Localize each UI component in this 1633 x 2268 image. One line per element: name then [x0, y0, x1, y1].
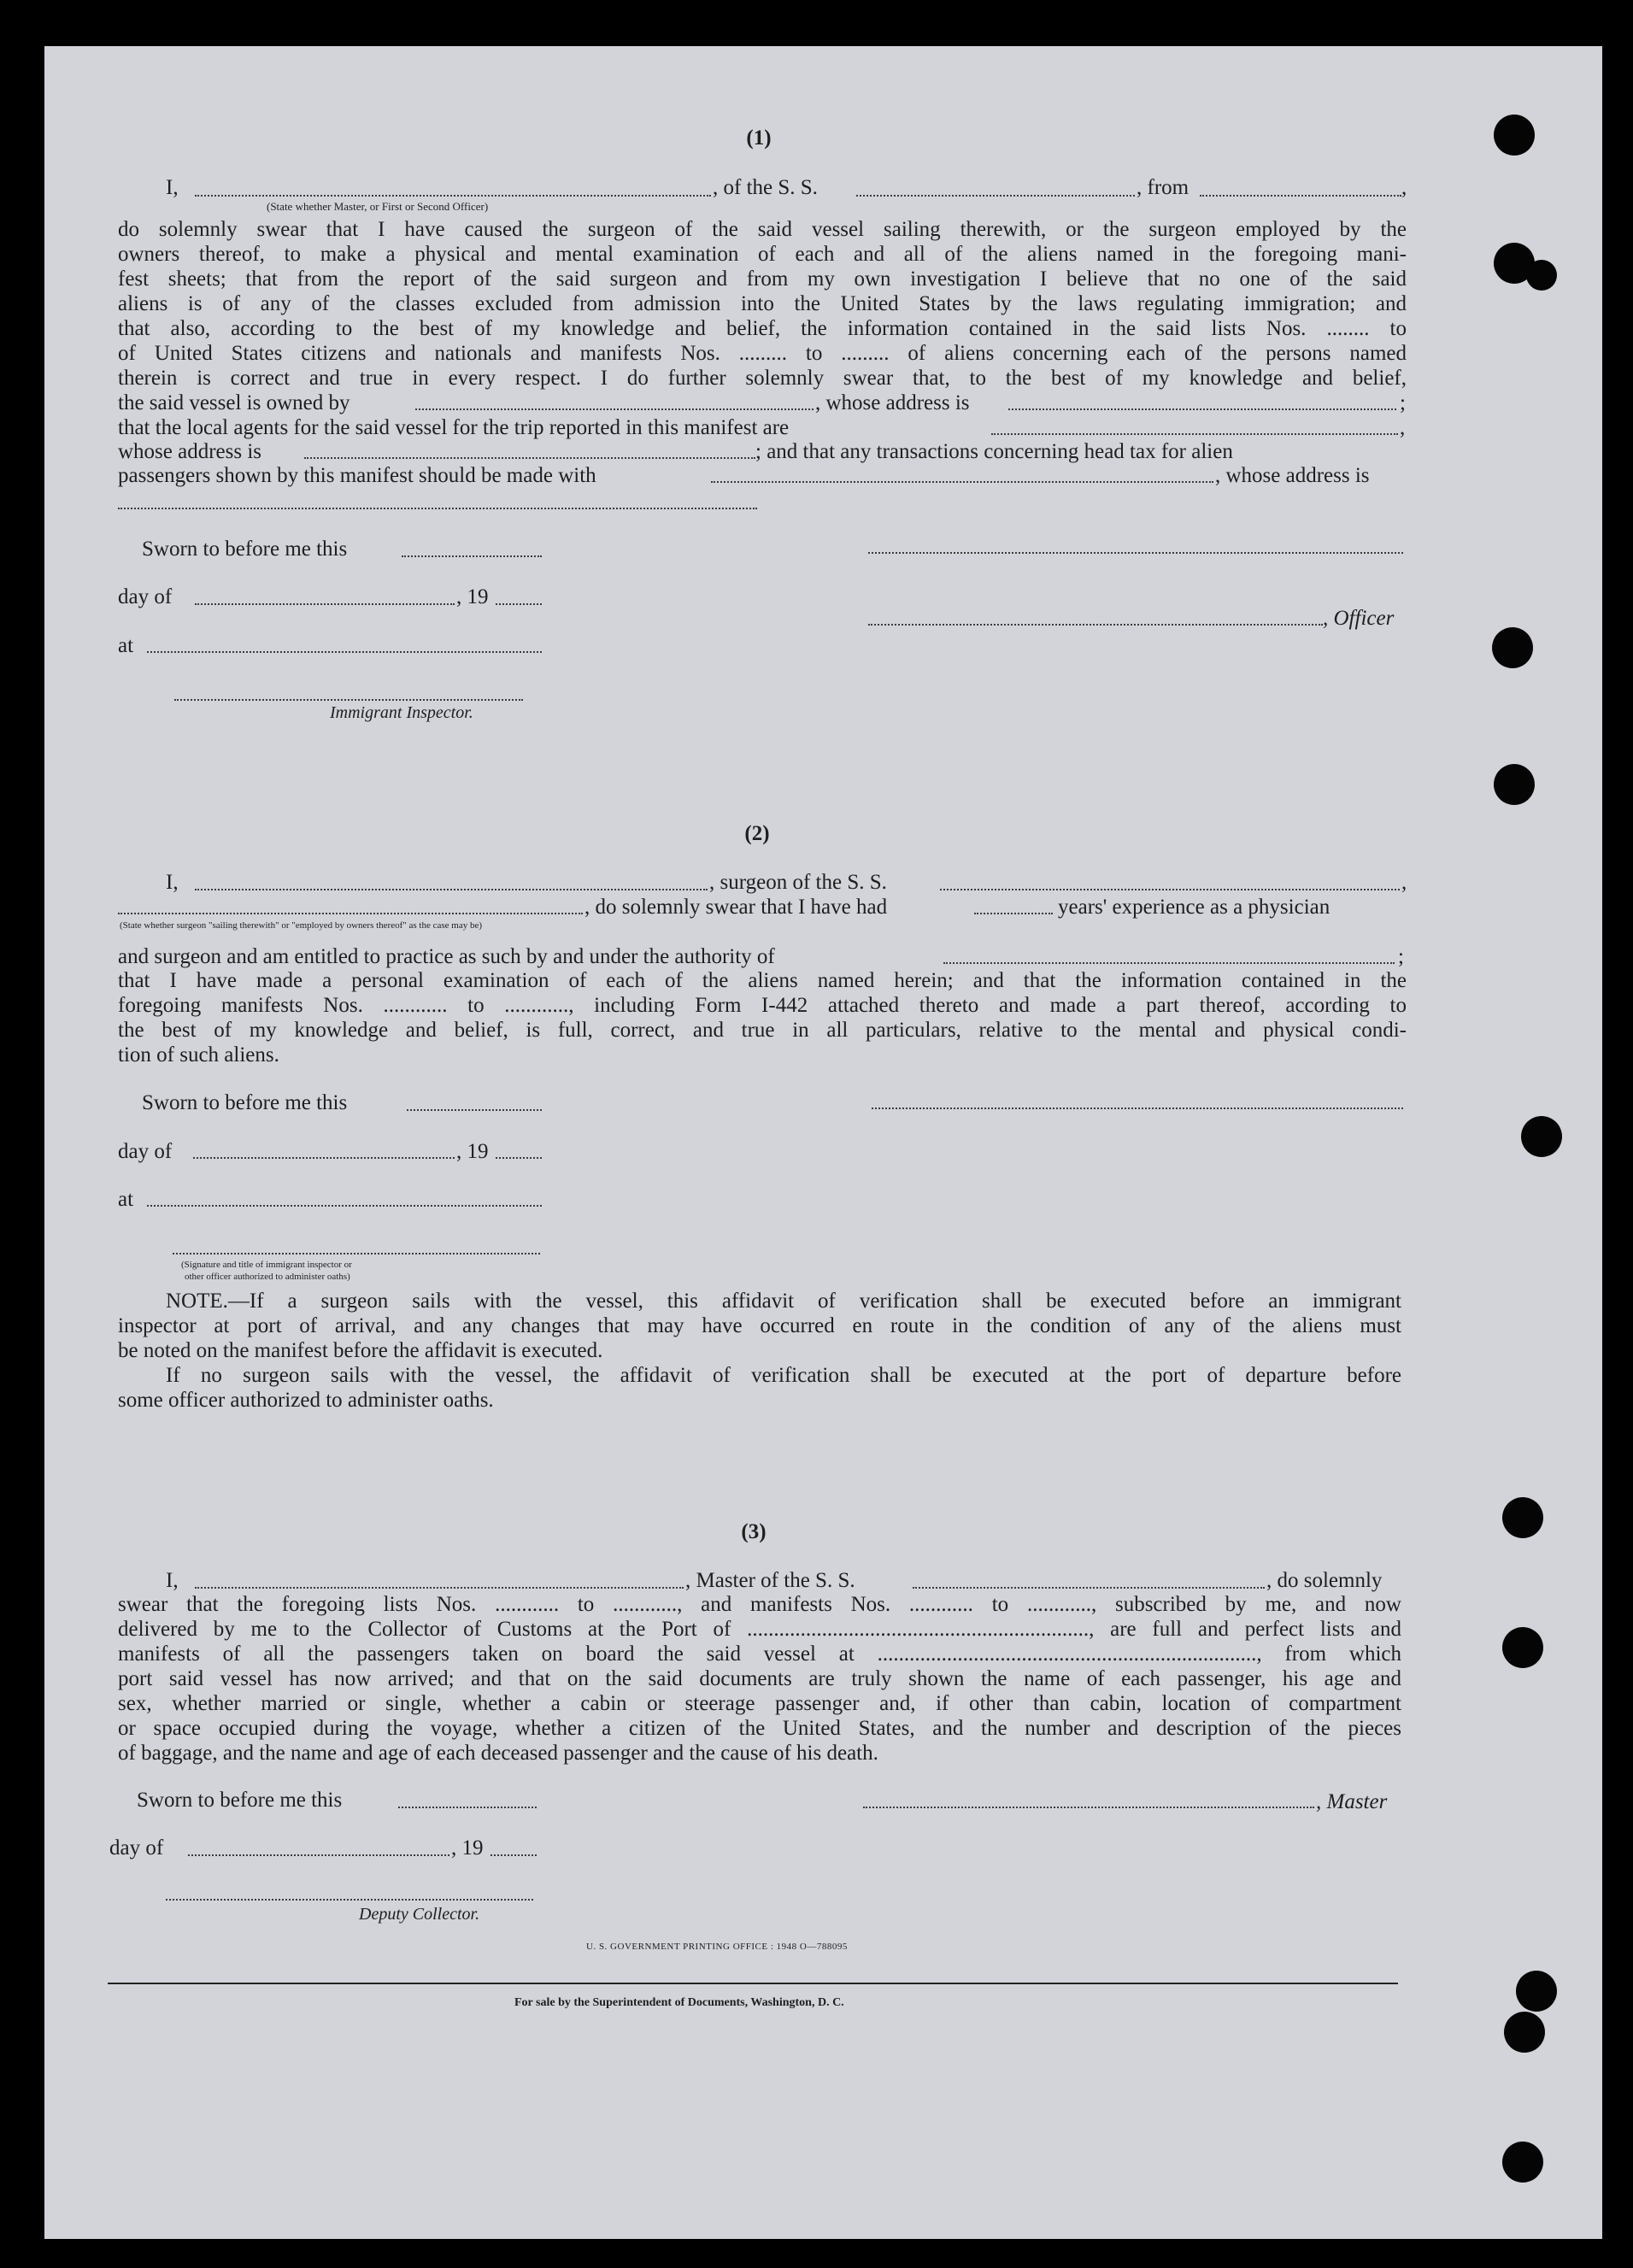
s1-whose-address: , whose address is [815, 391, 970, 414]
s3-do-solemnly: , do solemnly [1266, 1569, 1383, 1592]
s1-owner-address-line[interactable] [1008, 408, 1396, 410]
gpo-imprint: U. S. GOVERNMENT PRINTING OFFICE : 1948 O—788095 [586, 1942, 848, 1952]
s2-surgeon-type-line[interactable] [118, 913, 583, 914]
s1-line: aliens is of any of the classes excluded from admission into the United States by the laws regulating immigration; and [118, 292, 1407, 315]
s1-officer: , Officer [1323, 607, 1395, 630]
s2-at-line[interactable] [147, 1205, 542, 1207]
punch-hole [1502, 1627, 1543, 1668]
s1-sworn: Sworn to before me this [142, 538, 348, 561]
punch-hole [1504, 2012, 1545, 2053]
s1-from-line[interactable] [1200, 195, 1401, 197]
s1-line: of United States citizens and nationals and manifests Nos. ......... to ......... of aliens concerning each of the persons named [118, 342, 1407, 365]
punch-hole [1494, 115, 1535, 156]
s2-sworn-line[interactable] [407, 1109, 542, 1111]
s1-line: owners thereof, to make a physical and mental examination of each and all of the aliens named in the foregoing mani- [118, 243, 1407, 266]
s2-line: tion of such aliens. [118, 1043, 279, 1066]
footer-rule [108, 1983, 1398, 1984]
s3-line: or space occupied during the voyage, whether a citizen of the United States, and the number and description of the pieces [118, 1717, 1401, 1740]
s1-line: do solemnly swear that I have caused the surgeon of the said vessel sailing therewith, or the surgeon employed by the [118, 218, 1407, 241]
s2-note-line: NOTE.—If a surgeon sails with the vessel, this affidavit of verification shall be executed before an immigrant [166, 1290, 1401, 1313]
s2-sig-note1: (Signature and title of immigrant inspector or [181, 1260, 352, 1270]
s1-agents-address-line[interactable] [304, 457, 755, 459]
s1-day-line[interactable] [195, 603, 455, 605]
s2-inspector-line[interactable] [173, 1253, 540, 1254]
s2-year-line[interactable] [496, 1157, 542, 1159]
s2-years-line[interactable] [974, 913, 1053, 914]
punch-hole [1494, 764, 1535, 805]
s1-at: at [118, 634, 134, 657]
s3-line: sex, whether married or single, whether a cabin or steerage passenger and, if other than cabin, location of compartment [118, 1692, 1401, 1715]
s1-i-label: I, [166, 176, 179, 199]
s3-sworn: Sworn to before me this [137, 1789, 343, 1812]
s2-year: , 19 [456, 1140, 489, 1163]
s1-headtax-line[interactable] [711, 481, 1213, 483]
s1-year-line[interactable] [496, 603, 542, 605]
s2-day-line[interactable] [193, 1157, 455, 1159]
s1-oath-paragraph [118, 217, 1407, 391]
s3-year: , 19 [451, 1836, 484, 1860]
s2-line: that I have made a personal examination of each of the aliens named herein; and that the information contained in the [118, 969, 1407, 992]
s2-ship-line[interactable] [940, 889, 1400, 890]
s2-oath-paragraph [118, 968, 1407, 1067]
s2-note-line: some officer authorized to administer oaths. [118, 1389, 494, 1412]
s1-line: that also, according to the best of my knowledge and belief, the information contained in the said lists Nos. ........ to [118, 317, 1407, 340]
s1-immigrant-inspector: Immigrant Inspector. [330, 703, 473, 722]
s3-ship-line[interactable] [913, 1587, 1265, 1589]
s2-note-line: be noted on the manifest before the affidavit is executed. [118, 1339, 603, 1362]
s1-comma: , [1401, 176, 1407, 199]
s2-semicolon: ; [1398, 945, 1404, 968]
s3-name-line[interactable] [195, 1587, 684, 1589]
s2-authority: and surgeon and am entitled to practice as such by and under the authority of [118, 945, 775, 968]
s1-whose-address3: , whose address is [1215, 464, 1370, 487]
s1-owned-by: the said vessel is owned by [118, 391, 350, 414]
s3-day-line[interactable] [188, 1854, 449, 1856]
s1-year: , 19 [456, 585, 489, 608]
s3-master-sig-line[interactable] [863, 1807, 1314, 1808]
s3-sworn-line[interactable] [398, 1807, 537, 1808]
s1-master-note: (State whether Master, or First or Second Officer) [267, 200, 489, 213]
punch-hole [1492, 627, 1533, 668]
punch-hole [1516, 1971, 1557, 2012]
s1-owner-line[interactable] [415, 408, 814, 410]
s2-comma: , [1401, 871, 1407, 894]
s2-day-of: day of [118, 1140, 173, 1163]
s1-sworn-line[interactable] [402, 555, 542, 557]
s3-line: manifests of all the passengers taken on board the said vessel at ......................................................................., from which [118, 1642, 1401, 1666]
punch-hole [1521, 1116, 1562, 1157]
s1-line: therein is correct and true in every respect. I do further solemnly swear that, to the best of my knowledge and belief, [118, 367, 1407, 390]
s3-line: delivered by me to the Collector of Customs at the Port of ................................................................, are full and perfect lists and [118, 1618, 1401, 1641]
s1-of-ss-label: , of the S. S. [713, 176, 818, 199]
s2-sig-note2: other officer authorized to administer oaths) [185, 1272, 350, 1282]
s3-collector-line[interactable] [166, 1899, 533, 1901]
s1-comma2: , [1400, 416, 1406, 439]
s3-line: swear that the foregoing lists Nos. ............ to ............, and manifests Nos. ............ to ............, subscribed by me, and now [118, 1593, 1401, 1616]
s2-name-line[interactable] [195, 889, 708, 890]
for-sale-notice: For sale by the Superintendent of Documents, Washington, D. C. [514, 1996, 844, 2009]
s2-at: at [118, 1188, 134, 1211]
s1-ship-line[interactable] [856, 195, 1135, 197]
section2-heading: (2) [744, 822, 770, 845]
s1-agents-line[interactable] [991, 433, 1398, 435]
s1-local-agents: that the local agents for the said vessel for the trip reported in this manifest are [118, 416, 790, 439]
s2-note-paragraph [118, 1289, 1401, 1413]
section1-heading: (1) [746, 126, 772, 150]
s3-year-line[interactable] [490, 1854, 537, 1856]
s2-line: the best of my knowledge and belief, is full, correct, and true in all particulars, relative to the mental and physical condi- [118, 1019, 1407, 1042]
s1-day-of: day of [118, 585, 173, 608]
s1-at-line[interactable] [147, 651, 542, 653]
s2-surgeon-note: (State whether surgeon "sailing therewith" or "employed by owners thereof" as the case may be) [120, 920, 483, 931]
s1-signature-line[interactable] [868, 552, 1403, 554]
s1-transactions: ; and that any transactions concerning head tax for alien [755, 440, 1233, 463]
s3-master-of: , Master of the S. S. [685, 1569, 855, 1592]
s1-passengers: passengers shown by this manifest should be made with [118, 464, 596, 487]
s3-line: of baggage, and the name and age of each deceased passenger and the cause of his death. [118, 1742, 878, 1765]
s1-from-label: , from [1137, 176, 1190, 199]
punch-hole [1502, 1497, 1543, 1538]
s2-surgeon-of: , surgeon of the S. S. [709, 871, 887, 894]
s2-line: foregoing manifests Nos. ............ to ............, including Form I-442 attached thereto and made a part thereof, according to [118, 994, 1407, 1017]
s3-deputy-collector: Deputy Collector. [359, 1905, 480, 1924]
s1-officer-line[interactable] [868, 624, 1323, 626]
s3-i-label: I, [166, 1569, 179, 1592]
s2-years-exp: years' experience as a physician [1058, 896, 1330, 919]
s3-master: , Master [1316, 1790, 1388, 1813]
s2-authority-line[interactable] [943, 962, 1395, 964]
s1-whose-address2: whose address is [118, 440, 262, 463]
s1-semicolon: ; [1400, 391, 1406, 414]
section3-heading: (3) [741, 1520, 767, 1543]
s2-note-line: inspector at port of arrival, and any changes that may have occurred en route in the condition of any of the aliens must [118, 1314, 1401, 1337]
s2-signature-line[interactable] [872, 1108, 1403, 1109]
s3-oath-paragraph [118, 1592, 1401, 1766]
s1-name-line[interactable] [195, 195, 711, 197]
s2-solemnly: , do solemnly swear that I have had [584, 896, 888, 919]
punch-hole [1502, 2142, 1543, 2183]
punch-hole [1526, 260, 1557, 291]
s2-i-label: I, [166, 871, 179, 894]
s3-day-of: day of [109, 1836, 164, 1860]
s1-line: fest sheets; that from the report of the said surgeon and from my own investigation I believe that no one of the said [118, 267, 1407, 291]
s1-headtax-address-line[interactable] [118, 508, 757, 509]
s3-line: port said vessel has now arrived; and that on the said documents are truly shown the name of each passenger, his age and [118, 1667, 1401, 1690]
s2-note-line: If no surgeon sails with the vessel, the affidavit of verification shall be executed at the port of departure before [166, 1364, 1401, 1387]
s2-sworn: Sworn to before me this [142, 1091, 348, 1114]
